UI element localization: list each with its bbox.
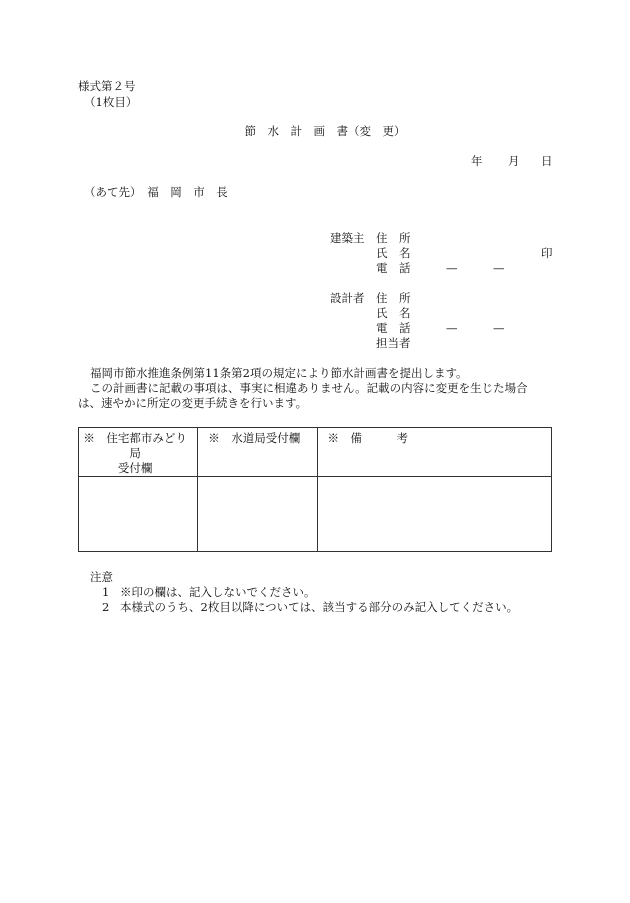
reception-table-body-row <box>79 477 552 552</box>
city-bureau-header-line-2: 受付欄 <box>117 461 153 475</box>
addressee: （あて先） 福 岡 市 長 <box>84 185 228 199</box>
owner-name-label: 氏 名 <box>376 246 411 260</box>
waterworks-reception-header <box>198 428 317 477</box>
remarks-cell <box>317 477 552 552</box>
designer-address-label: 住 所 <box>376 291 411 305</box>
sheet-indicator: （1枚目） <box>84 95 138 109</box>
note-1-number: 1 <box>102 585 110 599</box>
owner-phone-label: 電 話 <box>376 261 411 275</box>
notes-heading: 注意 <box>90 570 113 584</box>
designer-phone-separator-2: — <box>493 321 505 335</box>
document-title: 節 水 計 画 書（変 更） <box>244 124 406 138</box>
body-line-1: 福岡市節水推進条例第11条第2項の規定により節水計画書を提出します。 <box>90 366 468 380</box>
owner-address-label: 住 所 <box>376 231 411 245</box>
note-2-text: 本様式のうち、2枚目以降については、該当する部分のみ記入してください。 <box>120 600 519 614</box>
city-bureau-reception-cell <box>79 477 198 552</box>
designer-phone-label: 電 話 <box>376 321 411 335</box>
note-1-text: ※印の欄は、記入しないでください。 <box>120 585 316 599</box>
designer-phone-separator-1: — <box>446 321 458 335</box>
seal-mark: 印 <box>541 246 553 260</box>
date-day-label: 日 <box>541 154 553 168</box>
remarks-header-text: ※ 備 考 <box>327 431 408 445</box>
city-bureau-header-line-1: ※ 住宅都市みどり局 <box>83 431 187 460</box>
form-number: 様式第２号 <box>78 79 136 93</box>
waterworks-reception-cell <box>198 477 317 552</box>
note-2-number: 2 <box>102 600 110 614</box>
date-year-label: 年 <box>471 154 483 168</box>
owner-phone-separator-1: — <box>446 261 458 275</box>
reception-table-header-row <box>79 428 552 477</box>
waterworks-header-text: ※ 水道局受付欄 <box>208 431 301 445</box>
owner-phone-separator-2: — <box>493 261 505 275</box>
designer-contact-label: 担当者 <box>376 336 411 350</box>
body-line-3: は、速やかに所定の変更手続きを行います。 <box>78 396 308 410</box>
city-bureau-reception-header <box>79 428 198 477</box>
designer-name-label: 氏 名 <box>376 306 411 320</box>
owner-role-label: 建築主 <box>330 231 365 245</box>
reception-table <box>78 427 552 552</box>
designer-role-label: 設計者 <box>330 291 365 305</box>
date-month-label: 月 <box>508 154 520 168</box>
remarks-header <box>317 428 552 477</box>
body-line-2: この計画書に記載の事項は、事実に相違ありません。記載の内容に変更を生じた場合 <box>90 381 528 395</box>
